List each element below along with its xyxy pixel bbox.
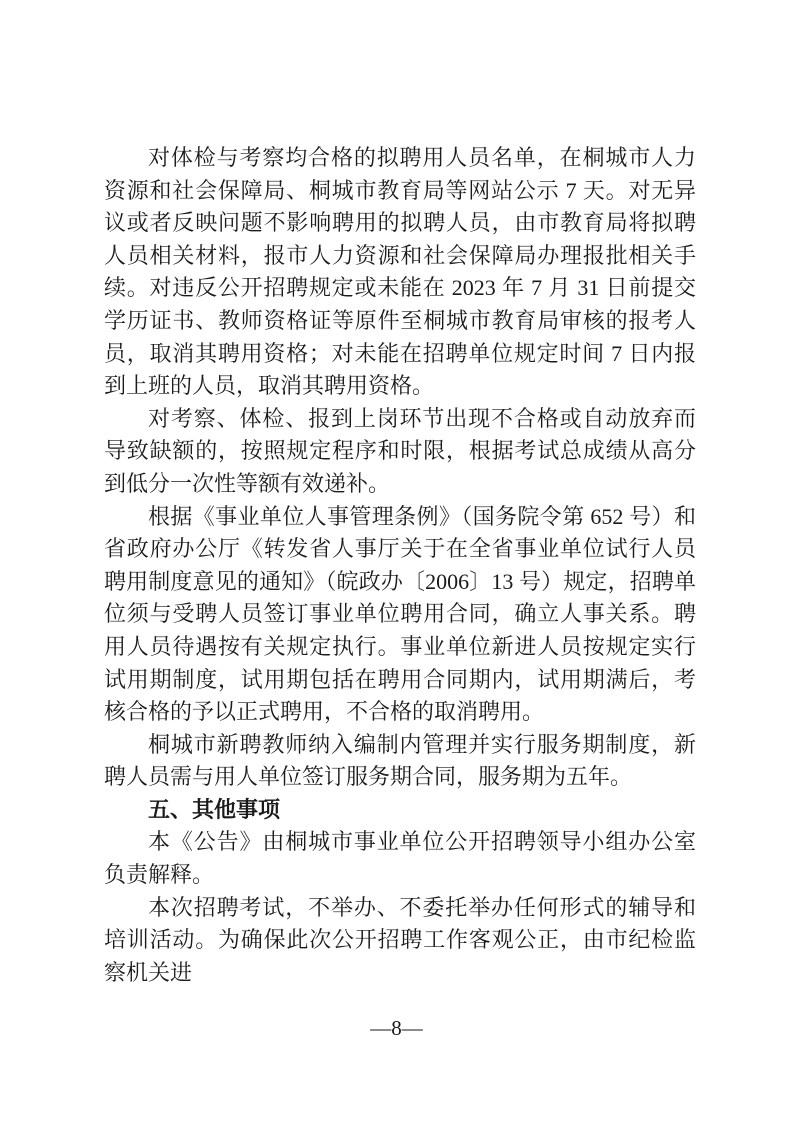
paragraph-publicity: 对体检与考察均合格的拟聘用人员名单，在桐城市人力资源和社会保障局、桐城市教育局等网站公示 7 天。对无异议或者反映问题不影响聘用的拟聘人员，由市教育局将拟聘人员相关材料，报市人力资源和社会保障局办理报批相关手续。对违反公开招聘规定或未能在 2023 年 7 月 31 日前提交学历证书、教师资格证等原件至桐城市教育局审核的报考人员，取消其聘用资格；对未能在招聘单位规定时间 7 日内报到上班的人员，取消其聘用资格。 (104, 145, 696, 399)
page-number: —8— (370, 1016, 423, 1040)
document-body (104, 142, 696, 989)
paragraph-contract-regulations: 根据《事业单位人事管理条例》（国务院令第 652 号）和省政府办公厅《转发省人事厅关于在全省事业单位试行人员聘用制度意见的通知》（皖政办〔2006〕13 号）规定，招聘单位须与受聘人员签订事业单位聘用合同，确立人事关系。聘用人员待遇按有关规定执行。事业单位新进人员按规定实行试用期制度，试用期包括在聘用合同期内，试用期满后，考核合格的予以正式聘用，不合格的取消聘用。 (104, 503, 696, 725)
paragraph-no-training: 本次招聘考试，不举办、不委托举办任何形式的辅导和培训活动。为确保此次公开招聘工作客观公正，由市纪检监察机关进 (104, 894, 696, 985)
section-heading-other-matters: 五、其他事项 (148, 796, 281, 822)
paragraph-interpretation: 本《公告》由桐城市事业单位公开招聘领导小组办公室负责解释。 (104, 829, 696, 888)
paragraph-replacement: 对考察、体检、报到上岗环节出现不合格或自动放弃而导致缺额的，按照规定程序和时限，根据考试总成绩从高分到低分一次性等额有效递补。 (104, 405, 696, 496)
paragraph-service-period: 桐城市新聘教师纳入编制内管理并实行服务期制度，新聘人员需与用人单位签订服务期合同，服务期为五年。 (104, 731, 696, 790)
